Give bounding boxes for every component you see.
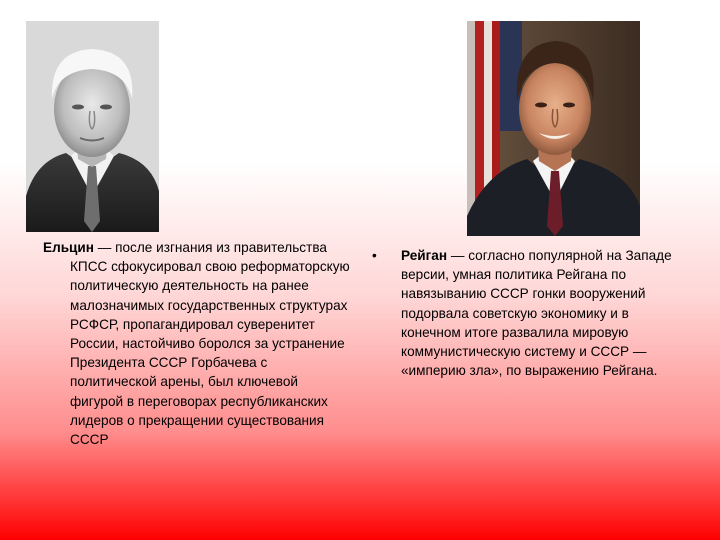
reagan-text: — согласно популярной на Западе версии, умная политика Рейгана по навязыванию СССР гонки вооружений подорвала советскую экономику и в конечном итоге развалила мировую коммунистическую систему и СССР — «империю зла», по выражению Рейгана.	[401, 248, 672, 379]
yeltsin-text: — после изгнания из правительства КПСС сфокусировал свою реформаторскую политическую деятельность на ранее малозначимых государственных структурах РСФСР, пропагандировал суверенитет России, настойчиво боролся за устранение Президента СССР Горбачева с политической арены, был ключевой фигурой в переговорах республиканских лидеров о прекращении существования СССР	[70, 240, 350, 448]
reagan-description	[401, 246, 679, 380]
reagan-name: Рейган	[401, 248, 448, 263]
reagan-paragraph	[401, 246, 679, 380]
yeltsin-description	[43, 238, 353, 449]
yeltsin-paragraph	[43, 238, 353, 449]
yeltsin-name: Ельцин	[43, 240, 94, 255]
yeltsin-portrait	[26, 21, 159, 232]
reagan-portrait-image	[467, 21, 640, 236]
bullet-icon: •	[372, 248, 377, 263]
yeltsin-portrait-image	[26, 21, 159, 232]
reagan-portrait	[467, 21, 640, 236]
